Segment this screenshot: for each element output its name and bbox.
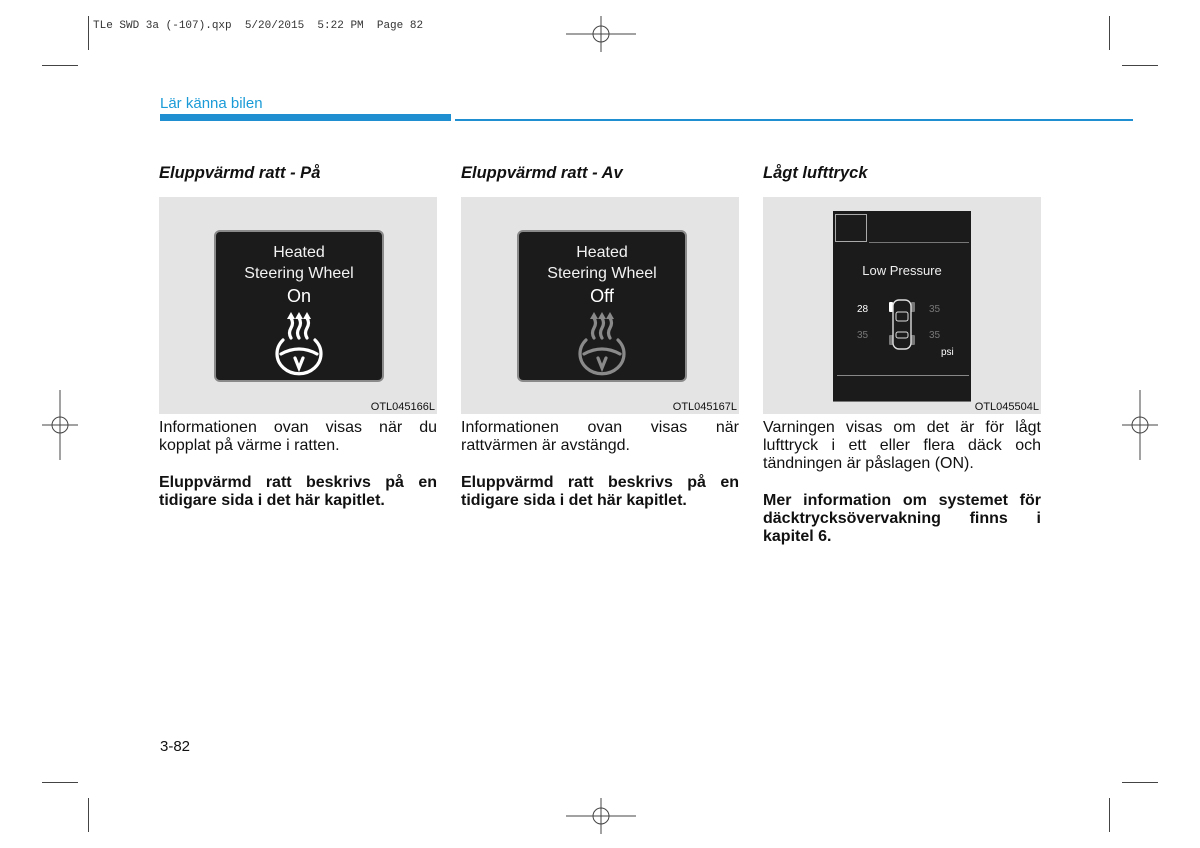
page-number: 3-82 — [160, 738, 191, 755]
registration-mark-right — [1122, 390, 1158, 460]
heated-steering-wheel-off-icon — [572, 310, 632, 376]
tpms-divider-bottom — [837, 375, 969, 376]
cluster-display — [517, 230, 687, 382]
registration-mark-bottom — [566, 798, 636, 834]
column-heading: Eluppvärmd ratt - På — [159, 164, 321, 182]
body-text: Varningen visas om det är för lågt lufttryck i ett eller flera däck och tändningen är påslagen (ON). — [763, 419, 1041, 472]
bold-note: Eluppvärmd ratt beskrivs på en tidigare sida i det här kapitlet. — [159, 474, 437, 509]
column-low-pressure — [763, 164, 1041, 546]
heated-steering-wheel-icon — [269, 310, 329, 376]
tpms-indicator-box — [835, 214, 867, 242]
display-state: On — [286, 286, 311, 306]
registration-mark-top — [566, 16, 636, 52]
figure-heated-off — [461, 197, 739, 414]
section-rule — [455, 119, 1133, 121]
display-line-2: Steering Wheel — [547, 265, 657, 282]
tire-front-left: 28 — [857, 304, 869, 315]
print-header: TLe SWD 3a (-107).qxp 5/20/2015 5:22 PM Page 82 — [93, 20, 424, 32]
display-state: Off — [590, 286, 614, 306]
section-bar — [160, 114, 451, 121]
body-text: Informationen ovan visas när rattvärmen är avstängd. — [461, 419, 739, 454]
figure-low-pressure — [763, 197, 1041, 414]
tire-front-right: 35 — [929, 304, 941, 315]
figure-code: OTL045504L — [974, 401, 1039, 413]
car-top-view-icon — [887, 299, 917, 351]
tire-rear-right: 35 — [929, 330, 941, 341]
bold-note: Mer information om systemet för däcktrycksövervakning finns i kapitel 6. — [763, 492, 1041, 545]
column-heading: Eluppvärmd ratt - Av — [461, 164, 623, 182]
column-heading: Lågt lufttryck — [763, 164, 868, 182]
tpms-unit: psi — [941, 347, 954, 358]
figure-code: OTL045166L — [370, 401, 435, 413]
body-text: Informationen ovan visas när du kopplat på värme i ratten. — [159, 419, 437, 454]
figure-heated-on — [159, 197, 437, 414]
cluster-display — [214, 230, 384, 382]
figure-code: OTL045167L — [672, 401, 737, 413]
tpms-display — [833, 211, 971, 402]
display-line-2: Steering Wheel — [244, 265, 354, 282]
tpms-divider — [869, 242, 969, 243]
registration-mark-left — [42, 390, 78, 460]
bold-note: Eluppvärmd ratt beskrivs på en tidigare sida i det här kapitlet. — [461, 474, 739, 509]
tire-rear-left: 35 — [857, 330, 869, 341]
column-heated-off — [461, 164, 739, 510]
section-title: Lär känna bilen — [160, 95, 263, 112]
column-heated-on — [159, 164, 437, 510]
display-line-1: Heated — [576, 244, 628, 261]
tpms-label: Low Pressure — [862, 263, 942, 278]
display-line-1: Heated — [273, 244, 325, 261]
